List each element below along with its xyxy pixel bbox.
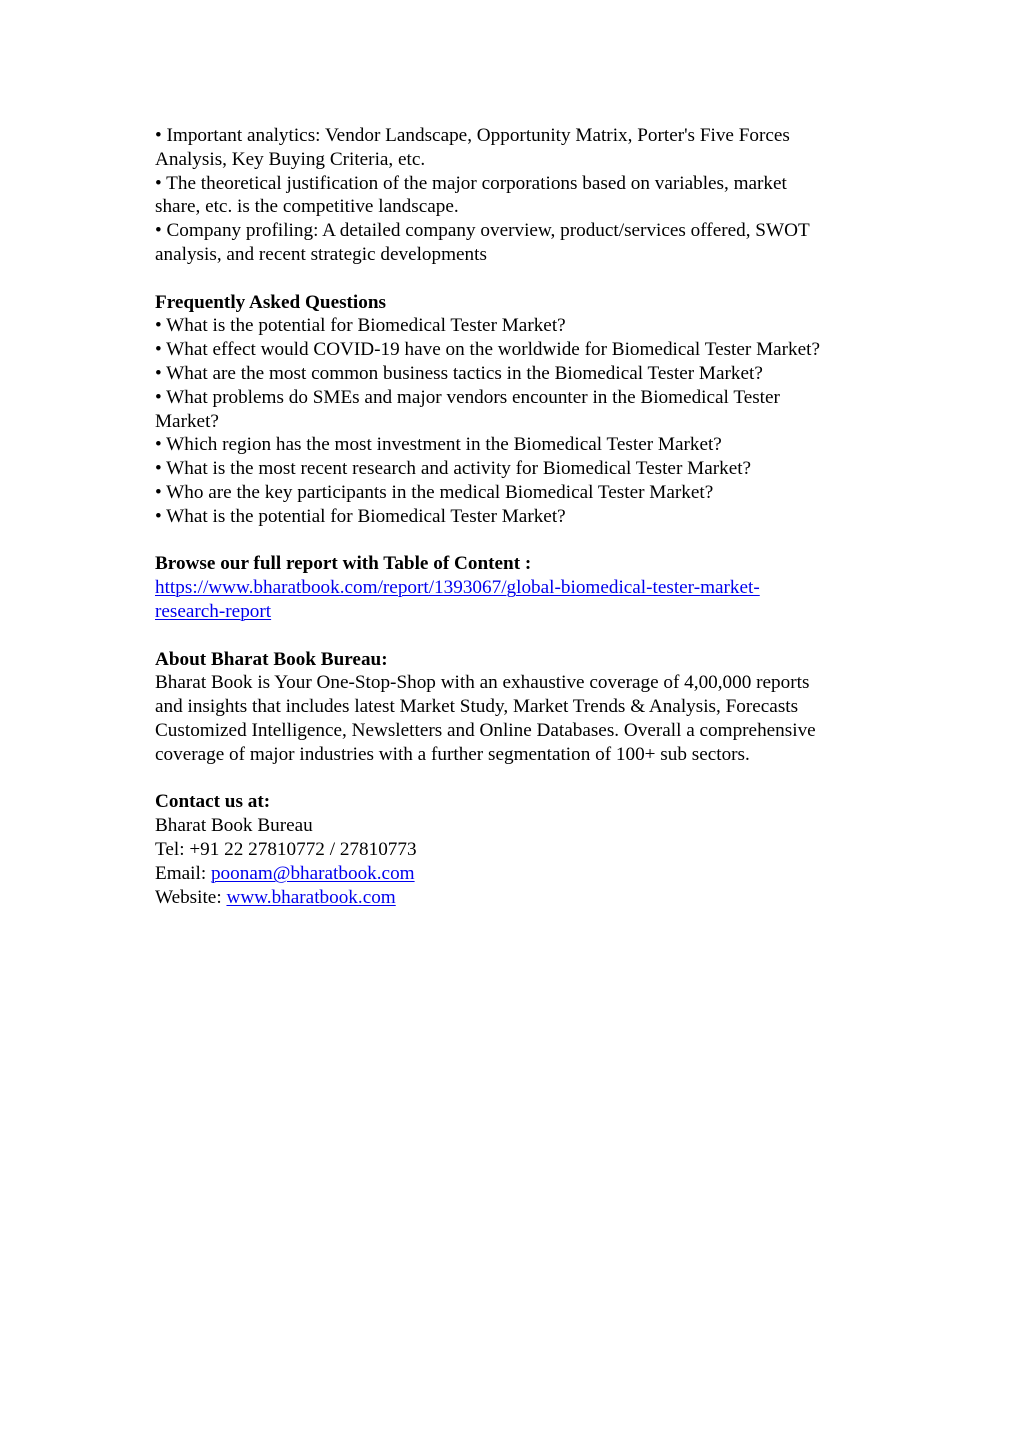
- paragraph-gap: [155, 267, 890, 291]
- faq-heading: Frequently Asked Questions: [155, 291, 386, 313]
- about-line: Customized Intelligence, Newsletters and Online Databases. Overall a comprehensive: [155, 719, 816, 741]
- paragraph-gap: [155, 529, 890, 553]
- faq-item: • What is the most recent research and activity for Biomedical Tester Market?: [155, 458, 752, 480]
- faq-item: • Who are the key participants in the medical Biomedical Tester Market?: [155, 481, 714, 503]
- contact-section: [155, 790, 890, 909]
- highlight-line: Analysis, Key Buying Criteria, etc.: [155, 148, 426, 170]
- highlight-item: [155, 219, 890, 267]
- faq-item-line: Market?: [155, 410, 219, 432]
- contact-email-link[interactable]: poonam@bharatbook.com: [210, 862, 415, 884]
- paragraph-gap: [155, 767, 890, 791]
- about-heading: About Bharat Book Bureau:: [155, 648, 388, 670]
- contact-website-link[interactable]: www.bharatbook.com: [226, 886, 396, 908]
- highlight-line: • Company profiling: A detailed company overview, product/services offered, SWOT: [155, 220, 810, 242]
- contact-tel: Tel: +91 22 27810772 / 27810773: [155, 838, 417, 860]
- highlight-line: • Important analytics: Vendor Landscape, Opportunity Matrix, Porter's Five Forces: [155, 125, 790, 146]
- report-heading: Browse our full report with Table of Content :: [155, 553, 532, 575]
- faq-item: • What effect would COVID-19 have on the worldwide for Biomedical Tester Market?: [155, 339, 821, 361]
- report-link-line: research-report: [155, 600, 272, 622]
- report-link-line: https://www.bharatbook.com/report/1393067/global-biomedical-tester-market-: [155, 577, 760, 599]
- document-body: [155, 124, 890, 909]
- faq-item: • What are the most common business tactics in the Biomedical Tester Market?: [155, 362, 763, 384]
- faq-item: • Which region has the most investment in the Biomedical Tester Market?: [155, 434, 722, 456]
- contact-website-label: Website:: [155, 886, 227, 908]
- highlight-line: analysis, and recent strategic developments: [155, 243, 487, 265]
- highlights-list: [155, 124, 890, 267]
- faq-section: [155, 291, 890, 529]
- about-section: [155, 648, 890, 767]
- about-line: coverage of major industries with a further segmentation of 100+ sub sectors.: [155, 743, 750, 765]
- report-section: [155, 552, 890, 623]
- highlight-line: share, etc. is the competitive landscape.: [155, 196, 459, 218]
- contact-website-row: [155, 886, 890, 910]
- highlight-item: [155, 172, 890, 220]
- faq-item-line: • What problems do SMEs and major vendors encounter in the Biomedical Tester: [155, 386, 780, 408]
- faq-item: • What is the potential for Biomedical Tester Market?: [155, 505, 566, 527]
- report-link[interactable]: [155, 576, 890, 624]
- highlight-item: [155, 124, 890, 172]
- contact-email-row: [155, 862, 890, 886]
- paragraph-gap: [155, 624, 890, 648]
- contact-company: Bharat Book Bureau: [155, 815, 313, 837]
- faq-item: [155, 386, 890, 434]
- faq-item: • What is the potential for Biomedical Tester Market?: [155, 315, 566, 337]
- about-line: and insights that includes latest Market Study, Market Trends & Analysis, Forecasts: [155, 696, 799, 718]
- highlight-line: • The theoretical justification of the major corporations based on variables, market: [155, 172, 787, 194]
- contact-heading: Contact us at:: [155, 791, 271, 813]
- contact-email-label: Email:: [155, 862, 211, 884]
- about-line: Bharat Book is Your One-Stop-Shop with an exhaustive coverage of 4,00,000 reports: [155, 672, 810, 694]
